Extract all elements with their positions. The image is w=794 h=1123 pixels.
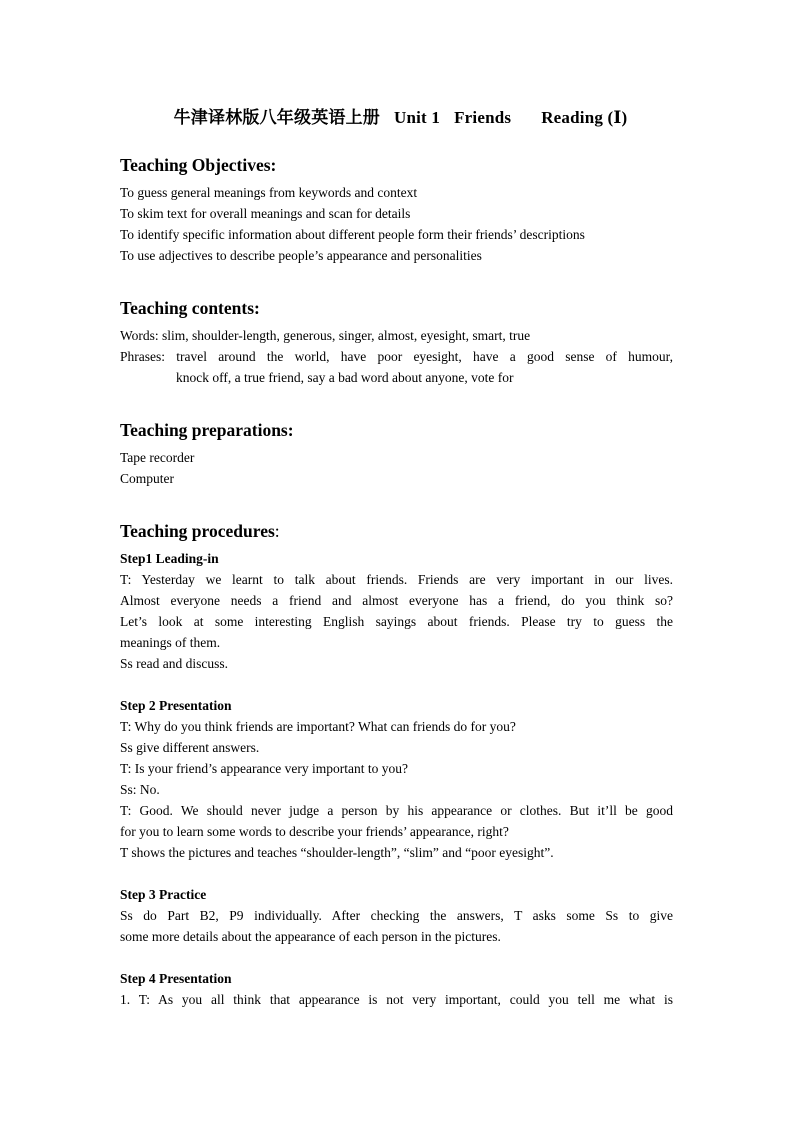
step2-line: Ss: No. [120,782,160,797]
step1-line: Ss read and discuss. [120,656,228,671]
title-topic: Friends [454,108,512,127]
step1-line: T: Yesterday we learnt to talk about friends. Friends are very important in our lives. [120,572,673,587]
step2-title: Step 2 Presentation [120,698,232,713]
document-page [120,104,673,1010]
preparation-item: Tape recorder [120,450,195,465]
step1-title: Step1 Leading-in [120,551,219,566]
procedures-heading-text: Teaching procedures [120,521,275,541]
contents-phrases: Phrases: travel around the world, have poor eyesight, have a good sense of humour, [120,349,673,364]
procedures-heading [120,518,673,544]
objective-item: To use adjectives to describe people’s appearance and personalities [120,248,482,263]
step2-line: T shows the pictures and teaches “shoulder-length”, “slim” and “poor eyesight”. [120,845,554,860]
step1-line: meanings of them. [120,635,221,650]
objective-item: To guess general meanings from keywords and context [120,185,418,200]
step2-line: Ss give different answers. [120,740,260,755]
step3-line: some more details about the appearance of each person in the pictures. [120,929,501,944]
step3-title: Step 3 Practice [120,887,207,902]
title-prefix: 牛津译林版八年级英语上册 [173,108,380,127]
document-title [128,104,673,132]
title-unit: Unit 1 [394,108,441,127]
step1-line: Let’s look at some interesting English sayings about friends. Please try to guess the [120,614,673,629]
step4-line: 1. T: As you all think that appearance is not very important, could you tell me what is [120,992,673,1007]
step2-line: T: Why do you think friends are important? What can friends do for you? [120,719,516,734]
title-lesson: Reading (Ⅰ) [541,108,628,127]
objectives-heading: Teaching Objectives: [120,155,277,175]
step3-line: Ss do Part B2, P9 individually. After checking the answers, T asks some Ss to give [120,908,673,923]
objective-item: To identify specific information about different people form their friends’ descriptions [120,227,585,242]
contents-words: Words: slim, shoulder-length, generous, singer, almost, eyesight, smart, true [120,328,531,343]
step4-title: Step 4 Presentation [120,971,232,986]
step2-line: T: Good. We should never judge a person by his appearance or clothes. But it’ll be good [120,803,673,818]
step2-line: T: Is your friend’s appearance very important to you? [120,761,408,776]
preparations-heading: Teaching preparations: [120,420,294,440]
preparation-item: Computer [120,471,174,486]
contents-phrases-continued: knock off, a true friend, say a bad word about anyone, vote for [176,370,514,385]
contents-heading: Teaching contents: [120,298,260,318]
procedures-heading-colon: : [274,521,280,541]
step1-line: Almost everyone needs a friend and almost everyone has a friend, do you think so? [120,593,673,608]
step2-line: for you to learn some words to describe your friends’ appearance, right? [120,824,509,839]
objective-item: To skim text for overall meanings and scan for details [120,206,411,221]
